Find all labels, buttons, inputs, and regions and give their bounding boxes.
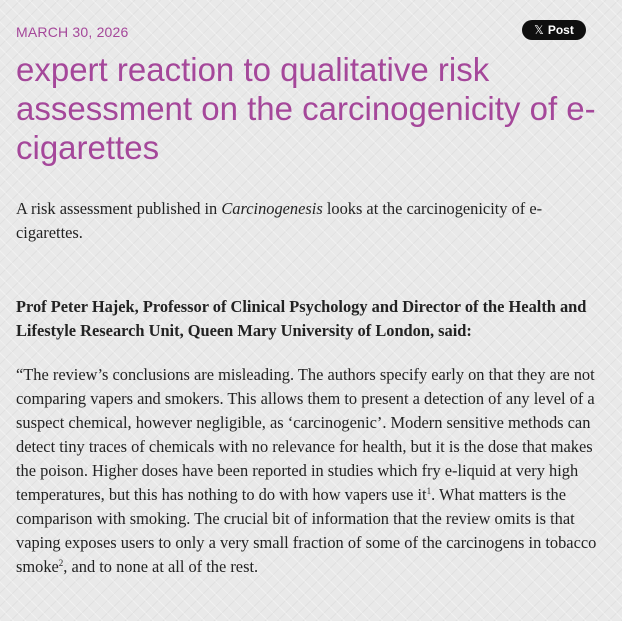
quote-paragraph — [16, 363, 606, 579]
x-icon: 𝕏 — [534, 23, 544, 37]
x-post-label: Post — [547, 23, 574, 37]
article-date: MARCH 30, 2026 — [16, 24, 129, 40]
intro-text-after: looks at the carcinogenicity of e-cigarettes. — [16, 199, 543, 242]
intro-text-before: A risk assessment published in — [16, 199, 222, 218]
article-title: expert reaction to qualitative risk assessment on the carcinogenicity of e-cigarettes — [16, 51, 596, 166]
article-body — [16, 197, 606, 579]
speaker-heading: Prof Peter Hajek, Professor of Clinical Psychology and Director of the Health and Lifestyle Research Unit, Queen Mary University of London, said: — [16, 297, 587, 340]
quote-text-1: “The review’s conclusions are misleading. The authors specify early on that they are not comparing vapers and smokers. This allows them to present a detection of any level of a suspect chemical, however negligible, as ‘carcinogenic’. Modern sensitive methods can detect tiny traces of chemicals with no relevance for health, but it is the dose that makes the poison. Higher doses have been reported in studies which fry e-liquid at very high temperatures, but this has nothing to do with how vapers use it — [16, 365, 595, 504]
quote-text-2: . What matters is the comparison with smoking. The crucial bit of information that the review omits is that vaping exposes users to only a very small fraction of some of the carcinogens in tobacco smoke — [16, 485, 597, 576]
footnote-ref-1[interactable]: 1 — [426, 486, 432, 496]
intro-paragraph — [16, 197, 606, 245]
footnote-ref-2[interactable]: 2 — [58, 558, 64, 568]
x-post-button[interactable] — [522, 20, 586, 40]
quote-text-3: , and to none at all of the rest. — [63, 557, 259, 576]
journal-name: Carcinogenesis — [221, 199, 323, 218]
